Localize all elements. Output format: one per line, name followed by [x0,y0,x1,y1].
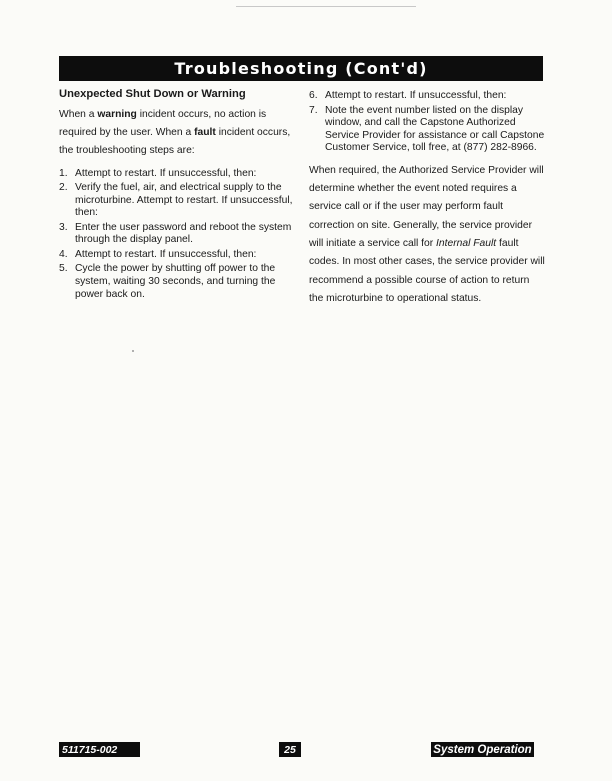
step-text: Cycle the power by shutting off power to the system, waiting 30 seconds, and turning the power back on. [75,263,276,300]
step-item [59,182,299,220]
step-item [59,222,299,247]
top-scan-line [236,6,416,7]
step-text: Verify the fuel, air, and electrical supply to the microturbine. Attempt to restart. If unsuccessful, then: [75,182,293,219]
step-number: 5. [59,263,68,275]
step-text: Attempt to restart. If unsuccessful, then: [325,90,507,101]
step-number: 4. [59,248,68,260]
troubleshooting-steps-list-continued [309,90,545,155]
intro-text-1: When a [59,108,98,120]
step-text: Attempt to restart. If unsuccessful, then: [75,167,257,179]
right-column [309,90,545,308]
warning-term: warning [97,108,137,120]
footer-section-name: System Operation [431,742,534,757]
step-text: Enter the user password and reboot the system through the display panel. [75,221,292,246]
scan-speck [132,350,134,352]
internal-fault-term: Internal Fault [436,238,497,250]
step-number: 3. [59,221,68,233]
page-title: Troubleshooting (Cont'd) [174,59,428,78]
step-item [309,90,545,103]
step-item [59,263,299,301]
service-provider-paragraph [309,162,545,309]
left-column [59,88,299,303]
footer-doc-number: 511715-002 [59,742,140,757]
step-text: Note the event number listed on the display window, and call the Capstone Authorized Service Provider for assistance or call Capstone Customer Service, toll free, at (877) 282-8966. [325,104,545,154]
section-subheading: Unexpected Shut Down or Warning [59,88,246,100]
service-text-1: When required, the Authorized Service Provider will determine whether the event noted requires a service call or if the user may perform fault correction on site. Generally, the service provider will initiate a service call for [309,164,544,250]
footer-page-number: 25 [279,742,301,757]
step-item [59,168,299,181]
step-number: 6. [309,90,318,101]
troubleshooting-steps-list [59,168,299,301]
intro-paragraph [59,106,299,161]
fault-term: fault [194,126,216,138]
service-text-2: fault codes. In most other cases, the service provider will recommend a possible course of action to return the microturbine to operational status. [309,238,545,305]
intro-text-2: incident occurs, no action is required by the user. When a [59,108,267,138]
page-title-banner [59,56,543,81]
step-item [309,105,545,155]
step-number: 1. [59,167,68,179]
step-number: 7. [309,104,318,116]
step-number: 2. [59,182,68,194]
intro-text-3: incident occurs, the troubleshooting steps are: [59,126,291,157]
step-item [59,249,299,262]
step-text: Attempt to restart. If unsuccessful, then: [75,248,257,260]
